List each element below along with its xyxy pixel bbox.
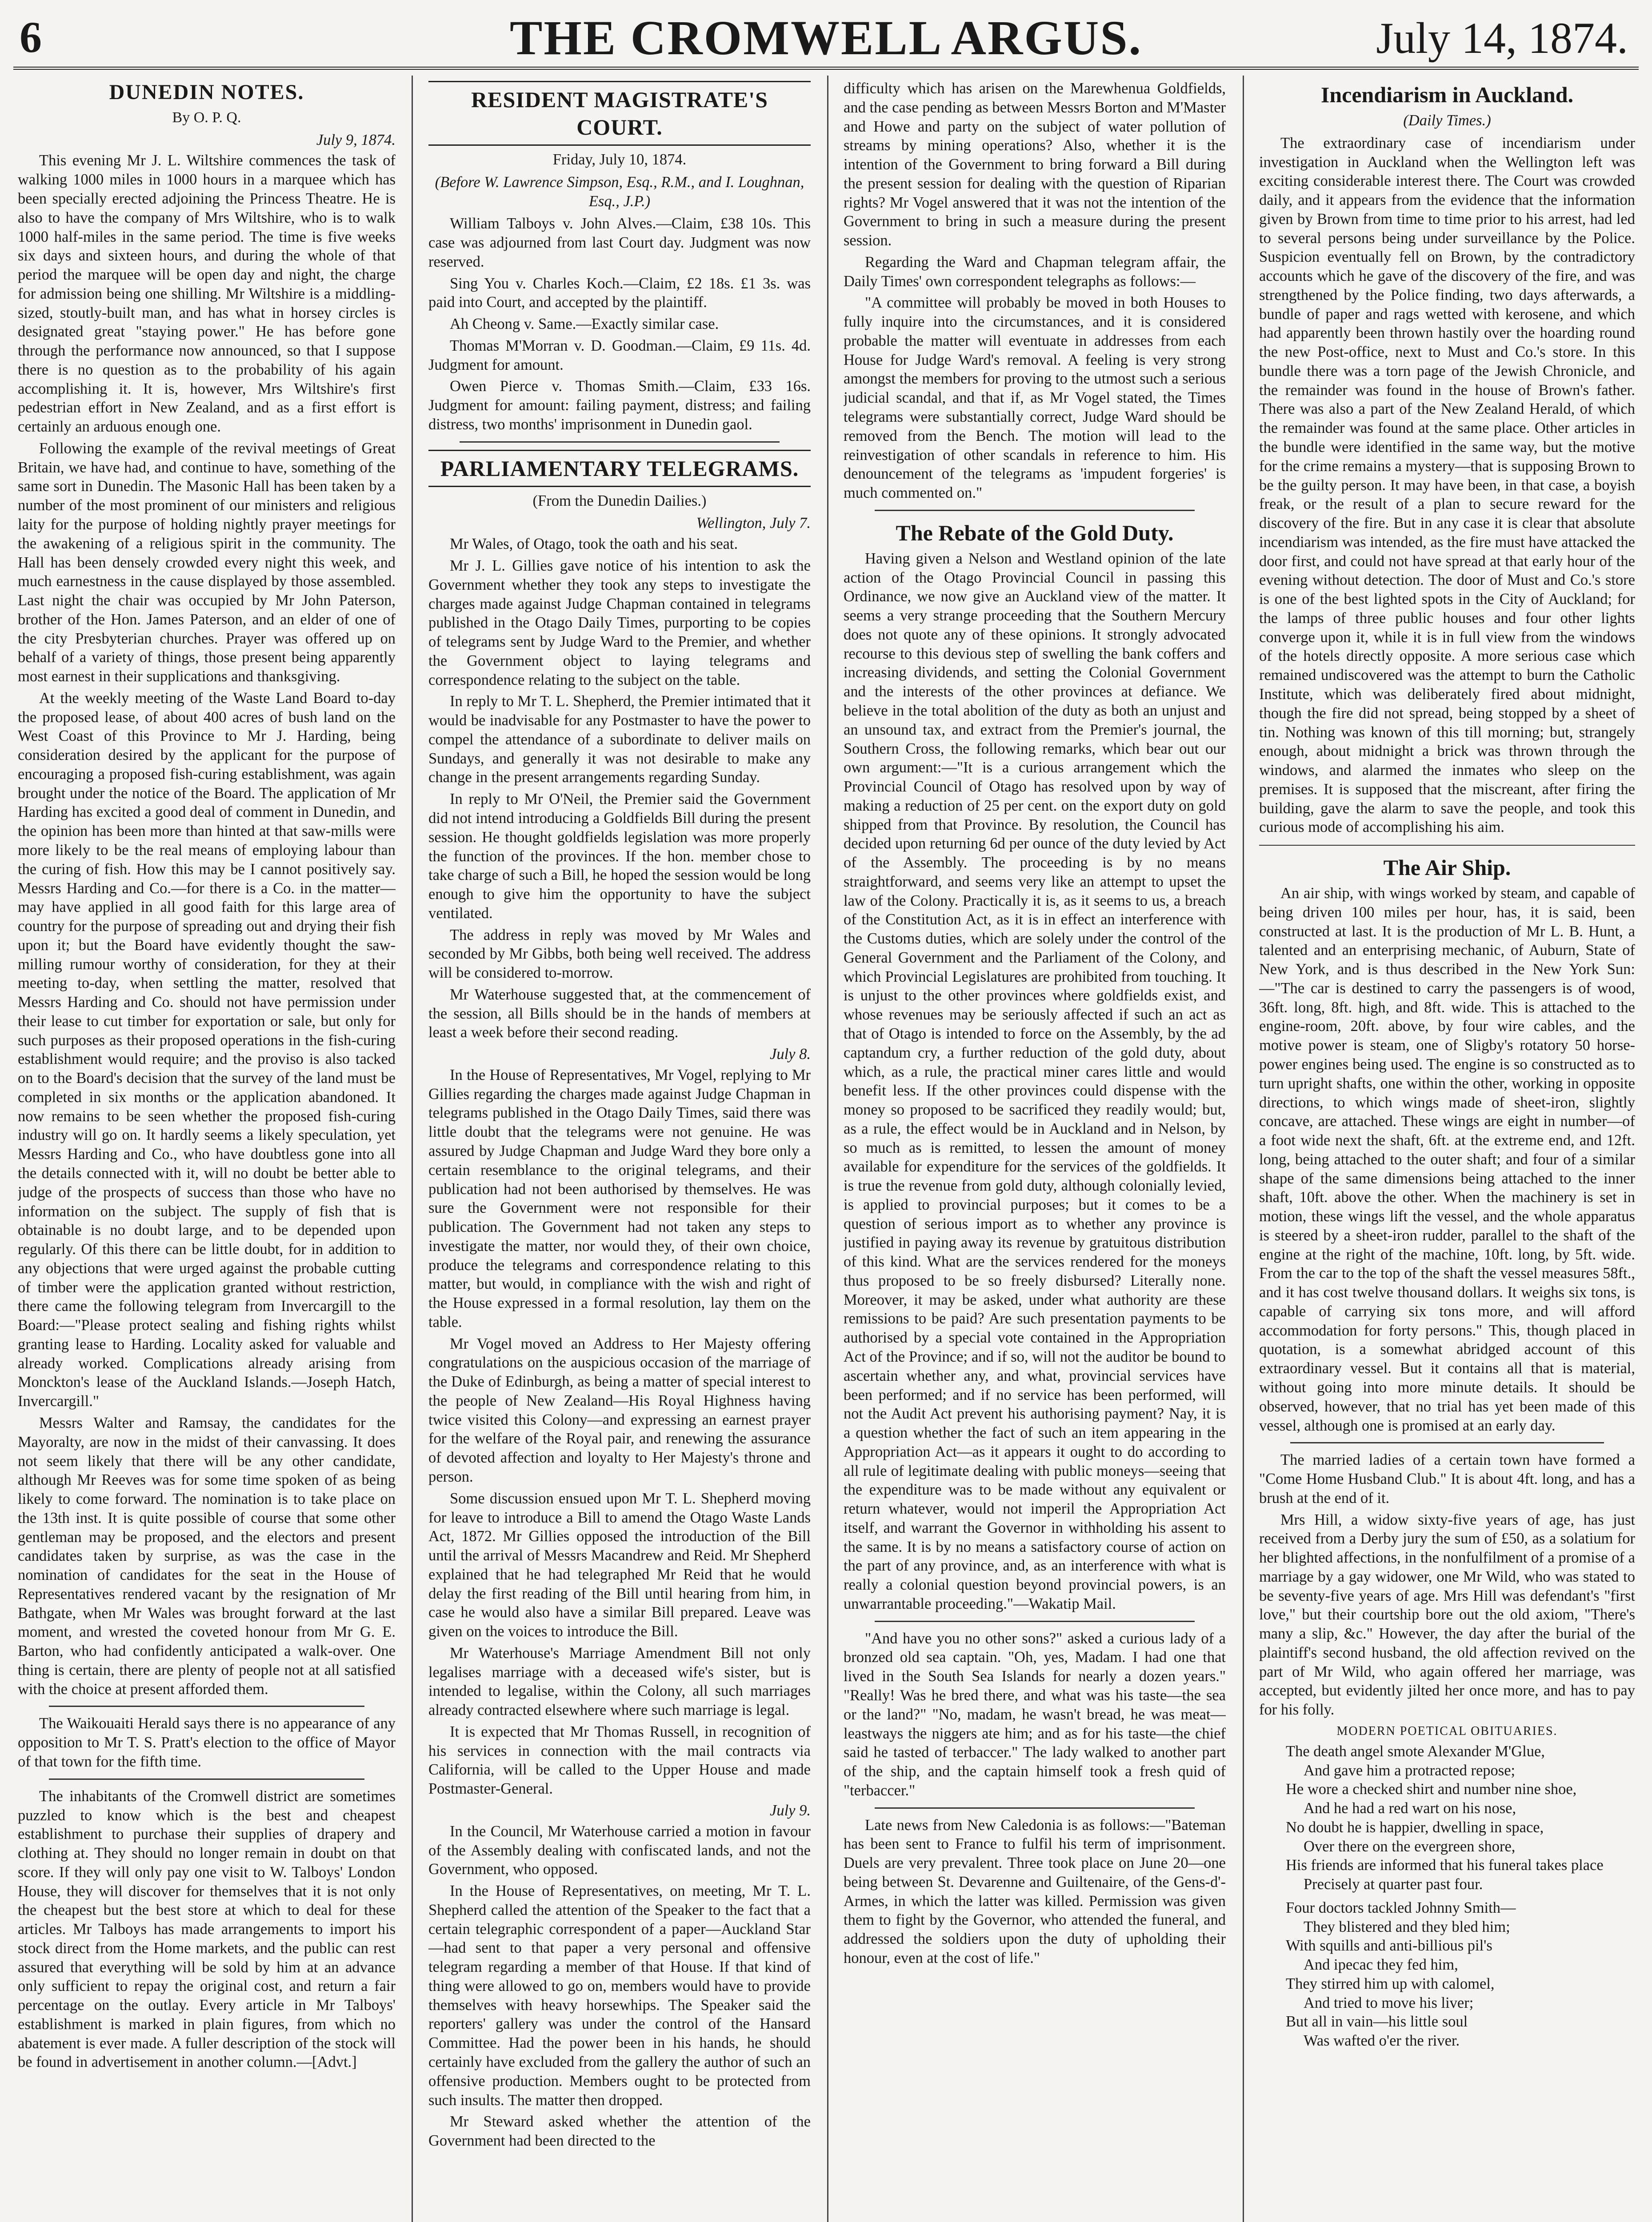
article-heading-dunedin-notes: DUNEDIN NOTES. [109,80,304,104]
poem-line: But all in vain—his little soul [1286,2013,1468,2030]
paragraph: difficulty which has arisen on the Marewhenua Goldfields, and the case pending as between Messrs Borton and M'Master and Howe and party on the subject of water pollution of streams by mining operations? Also, whether it is the intention of the Government to bring forward a Bill during the present session for dealing with the question of Riparian rights? Mr Vogel answered that it was not the intention of the Government to bring in such a measure during the present session. [844,80,1226,249]
separator [1290,1442,1604,1443]
court-date: Friday, July 10, 1874. [552,151,687,168]
poem-line: And tried to move his liver; [1304,1994,1474,2011]
paragraph: Messrs Walter and Ramsay, the candidates for the Mayoralty, are now in the midst of their canvassing. It does not seem likely that there will be any other candidate, although Mr Reeves was for some time spoken of as being likely to come forward. The nomination is to take place on the 13th inst. It is quite possible of course that some other gentleman may be proposed, and the electors and present candidates taken by surprise, as was the case in the nomination of candidates for the seat in the House of Representatives rendered vacant by the resignation of Mr Bathgate, when Mr Wales was brought forward at the last moment, and wrested the coveted honour from Mr G. E. Barton, who had confidently anticipated a walk-over. One thing is certain, there are plenty of people not at all satisfied with the choice at present afforded them. [18,1414,396,1698]
poem-stanza [1286,1742,1635,1894]
column-divider [412,76,413,2222]
poem-line: With squills and anti-billious pil's [1286,1937,1492,1954]
newspaper-title: THE CROMWELL ARGUS. [509,11,1143,65]
separator [1259,845,1635,846]
dateline: July 9, 1874. [316,131,396,148]
paragraph: Thomas M'Morran v. D. Goodman.—Claim, £9 11s. 4d. Judgment for amount. [428,337,811,373]
paragraph: William Talboys v. John Alves.—Claim, £38 10s. This case was adjourned from last Court day. Judgment was now reserved. [428,215,811,270]
poem-stanza [1286,1898,1635,2050]
masthead-rule [13,67,1639,70]
separator [875,1807,1195,1809]
column-2 [428,79,811,2222]
poem-line: His friends are informed that his funeral takes place [1286,1857,1604,1874]
poem-line: And ipecac they fed him, [1304,1956,1458,1974]
separator [460,441,780,443]
advertisement-paragraph: The inhabitants of the Cromwell district are sometimes puzzled to know which is the best and cheapest establishment to purchase their supplies of drapery and clothing at. They should no longer remain in doubt on that score. If they will only pay one visit to W. Talboys' London House, they will discover for themselves that it is not only the cheapest but the best store at which to deal for these articles. Mr Talboys has made arrangements to import his stock direct from the Home markets, and the public can rest assured that everything will be sold by him at an advance only sufficient to repay the original cost, and return a fair percentage on the outlay. Every article in Mr Talboys' establishment is marked in plain figures, from which no abatement is ever made. A fuller description of the stock will be found in advertisement in another column.—[Advt.] [18,1787,396,2071]
article-heading-telegrams: PARLIAMENTARY TELEGRAMS. [428,450,811,487]
paragraph: Late news from New Caledonia is as follows:—"Bateman has been sent to France to fulfil his term of imprisonment. Duels are very prevalent. Three took place on June 20—one being between St. Devarenne and Guiltenaire, of the Gens-d'-Armes, in which the latter was killed. Permission was given them to fight by the Governor, who attended the funeral, and addressed the soldiers upon the duty of upholding their honour, even at the cost of life." [844,1816,1226,1966]
column-3 [844,79,1226,2222]
paragraph: Owen Pierce v. Thomas Smith.—Claim, £33 16s. Judgment for amount: failing payment, distress; and failing distress, two months' imprisonment in Dunedin gaol. [428,378,811,433]
column-divider [1243,76,1244,2222]
paragraph: Ah Cheong v. Same.—Exactly similar case. [450,316,719,333]
paragraph: Some discussion ensued upon Mr T. L. Shepherd moving for leave to introduce a Bill to amend the Otago Waste Lands Act, 1872. Mr Gillies opposed the introduction of the Bill until the arrival of Messrs Macandrew and Reid. Mr Shepherd explained that he had telegraphed Mr Reid that he would delay the first reading of the Bill until hearing from him, in case he would also have a similar Bill prepared. Leave was given on the voices to introduce the Bill. [428,1490,811,1640]
masthead [13,10,1639,63]
article-heading-air-ship: The Air Ship. [1383,855,1511,880]
paragraph: The married ladies of a certain town have formed a "Come Home Husband Club." It is about 4ft. long, and has a brush at the end of it. [1259,1451,1635,1507]
paragraph: In reply to Mr O'Neil, the Premier said the Government did not intend introducing a Goldfields Bill during the present session. He thought goldfields legislation was more properly the function of the provinces. If the hon. member chose to take charge of such a Bill, he hoped the session would be long enough to give him the opportunity to have the subject ventilated. [428,791,811,922]
paragraph: Mr Steward asked whether the attention of the Government had been directed to the [428,2113,811,2150]
dateline: July 8. [770,1046,811,1063]
paragraph: Mr Waterhouse suggested that, at the commencement of the session, all Bills should be in the hands of members at least a week before their second reading. [428,986,811,1041]
dateline: Wellington, July 7. [696,515,811,532]
poem-line: He wore a checked shirt and number nine shoe, [1286,1781,1577,1798]
poem-line: Over there on the evergreen shore, [1304,1838,1516,1855]
dateline: July 9. [770,1802,811,1819]
poem-line: And he had a red wart on his nose, [1304,1800,1516,1817]
telegram-source: (From the Dunedin Dailies.) [532,492,707,509]
column-4 [1259,79,1635,2222]
article-heading-court: RESIDENT MAGISTRATE'S COURT. [428,81,811,146]
separator [875,510,1195,511]
separator [49,1778,364,1780]
article-heading-incendiarism: Incendiarism in Auckland. [1320,82,1574,107]
article-heading-gold-duty: The Rebate of the Gold Duty. [896,520,1174,545]
poem-line: Precisely at quarter past four. [1304,1876,1483,1893]
poem-heading: MODERN POETICAL OBITUARIES. [1336,1724,1558,1738]
paragraph: In reply to Mr T. L. Shepherd, the Premier intimated that it would be inadvisable for any Postmaster to have the power to compel the attendance of a subordinate to deliver mails on Sundays, and generally it was not desirable to make any change in the present arrangements regarding Sunday. [428,693,811,786]
paragraph: "And have you no other sons?" asked a curious lady of a bronzed old sea captain. "Oh, yes, Madam. I had one that lived in the South Sea Islands for nearly a dozen years." "Really! Was he bred there, and what was his taste—the sea or the land?" "No, madam, he wasn't bread, he was meat—leastways the niggers ate him; and as for his taste—the chief said he tasted of terbaccer." The lady walked to another part of the ship, and the captain himself took a fresh quid of "terbaccer." [844,1630,1226,1799]
poem-line: The death angel smote Alexander M'Glue, [1286,1742,1545,1760]
poem-line: They blistered and they bled him; [1304,1918,1510,1935]
column-1 [18,79,396,2222]
column-divider [827,76,828,2222]
page-number: 6 [20,12,42,62]
poem-line: Was wafted o'er the river. [1304,2032,1460,2050]
paragraph: It is expected that Mr Thomas Russell, in recognition of his services in connection with the mail contracts via California, will be called to the Upper House and made Postmaster-General. [428,1723,811,1798]
issue-date: July 14, 1874. [1376,13,1628,63]
paragraph: The extraordinary case of incendiarism under investigation in Auckland when the Wellington left was exciting considerable interest there. The Court was crowded daily, and it appears from the evidence that the information given by Brown from time to time prior to his arrest, had led to several persons being under surveillance by the Police. Suspicion eventually fell on Brown, by the contradictory accounts which he gave of the discovery of the fire, and was strengthened by the Police finding, two days afterwards, a bundle of paper and rags wetted with kerosene, and which had apparently been thrown hastily over the hoarding round the new Post-office, next to Must and Co.'s store. In this bundle there was a torn page of the Jewish Chronicle, and the remainder was found in the house of Brown's father. There was also a part of the New Zealand Herald, of which the remainder was found at the same place. Other articles in the bundle were identified in the same way, but the motive for the crime remains a mystery—that is supposing Brown to be the guilty person. It may have been, in that case, a boyish freak, or the result of a plan to secure reward for the discovery of the fire. But in any case it is clear that absolute incendiarism was intended, as the fire must have attacked the door first, and could not have spread at that early hour of the evening without detection. The door of Must and Co.'s store is one of the best lighted spots in the City of Auckland; for the lamps of three public houses and four other lights converge upon it, while it is in full view from the windows of the hotels directly opposite. A more serious case which remained undiscovered was the attempt to burn the Catholic Institute, which was deliberately fired about midnight, though the fire did not spread, being stopped by a sheet of tin. Nothing was known of this till morning; but, strangely enough, about midnight a brick was thrown through the windows, and alarmed the inmates who sleep on the premises. It is supposed that the miscreant, after firing the building, gave the alarm to save the people, and took this curious mode of accomplishing his aim. [1259,134,1635,836]
article-source: (Daily Times.) [1403,112,1491,129]
poem-line: No doubt he is happier, dwelling in space, [1286,1818,1544,1836]
paragraph: In the Council, Mr Waterhouse carried a motion in favour of the Assembly dealing with confiscated lands, and not the Government, who opposed. [428,1822,811,1878]
paragraph: The Waikouaiti Herald says there is no appearance of any opposition to Mr T. S. Pratt's election to the office of Mayor of that town for the fifth time. [18,1715,396,1770]
paragraph: In the House of Representatives, Mr Vogel, replying to Mr Gillies regarding the charges made against Judge Chapman in telegrams published in the Otago Daily Times, said there was little doubt that the telegrams were not genuine. He was assured by Judge Chapman and Judge Ward they bore only a certain resemblance to the original telegrams, and their publication had not been authorised by themselves. He was sure the Government were not responsible for their publication. The Government had not taken any steps to investigate the matter, nor would they, of their own choice, produce the telegrams and correspondence relating to this matter, but would, in compliance with the wish and right of the House expressed in a formal resolution, lay them on the table. [428,1066,811,1331]
paragraph: The address in reply was moved by Mr Wales and seconded by Mr Gibbs, both being well received. The address will be considered to-morrow. [428,926,811,982]
paragraph: Mr Wales, of Otago, took the oath and his seat. [450,536,738,553]
paragraph: This evening Mr J. L. Wiltshire commences the task of walking 1000 miles in 1000 hours in a marquee which has been specially erected adjoining the Princess Theatre. He is also to have the company of Mrs Wiltshire, who is to walk 1000 half-miles in the same period. The time is five weeks six days and sixteen hours, and during the whole of that period the marquee will be open day and night, the charge for admission being one shilling. Mr Wiltshire is a middling-sized, stoutly-built man, and has what in horsey circles is designated great "staying power." He has before gone through the performance now announced, so that I suppose there is no question as to the probability of his again accomplishing it. It is, however, Mrs Wiltshire's first pedestrian effort in New Zealand, and as a first effort is certainly an arduous enough one. [18,152,396,436]
paragraph: At the weekly meeting of the Waste Land Board to-day the proposed lease, of about 400 acres of bush land on the West Coast of this Province to Mr J. Harding, being consideration desired by the applicant for the purpose of encouraging a proposed fish-curing establishment, was again brought under the notice of the Board. The application of Mr Harding has excited a good deal of comment in Dunedin, and the opinion has been more than hinted at that saw-mills were more likely to be the real means of employing labour than the curing of fish. How this may be I cannot positively say. Messrs Harding and Co.—for there is a Co. in the matter—may have applied in all good faith for this large area of country for the purpose of spreading out and drying their fish upon it; but the Board have evidently thought the saw-milling rumour worthy of consideration, for they at their meeting to-day, when settling the matter, resolved that Messrs Harding and Co. should not have permission under their lease to cut timber for exportation or sale, but only for such purposes as their proposed operations in the fish-curing establishment would require; and the proviso is also tacked on to the Board's decision that the survey of the land must be completed in six months or the application abandoned. It now remains to be seen whether the proposed fish-curing industry will go on. It hardly seems a likely speculation, yet Messrs Harding and Co., who have doubtless gone into all the details connected with it, will no doubt be better able to judge of the prospects of success than those who have no information on the subject. The supply of fish that is obtainable is no doubt large, and to be depended upon regularly. Of this there can be little doubt, for in addition to any objections that were urged against the probable cutting of timber were the application granted without restriction, there came the following telegram from Invercargill to the Board:—"Please protect sealing and fishing rights whilst granting lease to Harding. Locality asked for valuable and already worked. Complications already arising from Monckton's lease of the Auckland Islands.—Joseph Hatch, Invercargill." [18,689,396,1410]
paragraph: Having given a Nelson and Westland opinion of the late action of the Otago Provincial Council in passing this Ordinance, we now give an Auckland view of the matter. It seems a very strange proceeding that the Southern Mercury does not quote any of these opinions. It strongly advocated recourse to this devious step of swelling the bank coffers and increasing dividends, and setting the Colonial Government and the interests of the other provinces at defiance. We believe in the total abolition of the duty as both an unjust and an unsound tax, and extract from the Premier's journal, the Southern Cross, the following remarks, which bear out our own argument:—"It is a curious arrangement which the Provincial Council of Otago has resolved upon by way of making a reduction of 25 per cent. on the export duty on gold shipped from that Province. By resolution, the Council has decided upon returning 6d per ounce of the duty levied by Act of the Assembly. The proceeding is by no means straightforward, and seems very like an attempt to upset the law of the Colony. Practically it is, as it seems to us, a breach of the Constitution Act, as it is in effect an interference with the Customs duties, which are solely under the control of the General Government and the Parliament of the Colony, and which Provincial Legislatures are prohibited from touching. It is unjust to the other provinces where goldfields exist, and whose revenues may be seriously affected if such an act as that of Otago is intended to force on the Assembly, by the ad captandum cry, a further reduction of the gold duty, about which, as a rule, the practical miner cares little and would benefit less. If the other provinces could dispense with the money so proposed to be sacrificed they readily would; but, as a rule, the effect would be in Auckland and in Nelson, by so much as is remitted, to lessen the amount of money available for expenditure for the services of the goldfields. It is true the revenue from gold duty, although colonially levied, is applied to provincial purposes; but it comes to be a question of serious import as to whether any province is justified in paying away its revenue by gratuitous distribution of this kind. What are the services rendered for the moneys thus proposed to be so freely disbursed? Literally none. Moreover, it may be asked, under what authority are these remissions to be paid? Are such presentation payments to be authorised by a special vote contained in the Appropriation Act of the Province; and if so, will not the auditor be bound to ascertain whether any, and what, provincial services have been performed; and if no service has been performed, will not the Audit Act prevent his authorising payment? Nay, it is a question whether the fact of such an item appearing in the Appropriation Act—as it appears it ought to do according to all rule of legitimate dealing with public moneys—seeing that the expenditure was to be made without any equivalent or return whatever, would not imperil the Appropriation Act itself, and warrant the Governor in withholding his assent to the same. It is by no means a satisfactory course of action on the part of any province, and, as an interference with what is really a colonial question beyond provincial powers, is an unwarrantable proceeding."—Wakatip Mail. [844,550,1226,1612]
paragraph: An air ship, with wings worked by steam, and capable of being driven 100 miles per hour, has, it is said, been constructed at last. It is the production of Mr L. B. Hunt, a talented and an enterprising mechanic, of Auburn, State of New York, and is thus described in the New York Sun:—"The car is destined to carry the passengers is of wood, 36ft. long, 8ft. high, and 8ft. wide. This is attached to the engine-room, 20ft. above, by four wire cables, and the motive power is steam, one of Sligby's rotatory 50 horse-power engines being used. The engine is so constructed as to turn upright shafts, one within the other, working in opposite directions, to which wings made of sheet-iron, slightly concave, are attached. These wings are eight in number—of a foot wide next the shaft, 6ft. at the extreme end, and 12ft. long, being attached to the outer shaft; and four of a similar shape of the same dimensions being attached to the inner shaft, 10ft. above the other. When the machinery is set in motion, these wings lift the vessel, and the whole apparatus is steered by a sheet-iron rudder, parallel to the shaft of the engine at the right of the machine, 10ft. long, by 5ft. wide. From the car to the top of the shaft the vessel measures 58ft., and it has cost twelve thousand dollars. It weighs six tons, is capable of carrying six tons more, and will afford accommodation for forty persons." This, though placed in quotation, is a somewhat abridged account of this extraordinary vessel. But it contains all that is material, without going into more minute details. It should be observed, however, that no trial has yet been made of this vessel, although one is promised at an early day. [1259,885,1635,1434]
paragraph: Mr J. L. Gillies gave notice of his intention to ask the Government whether they took any steps to investigate the charges made against Judge Chapman contained in telegrams published in the Otago Daily Times, purporting to be copies of telegrams sent by Judge Ward to the Premier, and whether the Government object to laying telegrams and correspondence relating to the subject on the table. [428,557,811,688]
paragraph: Mrs Hill, a widow sixty-five years of age, has just received from a Derby jury the sum of £50, as a solatium for her blighted affections, in the nonfulfilment of a promise of a marriage by a gay widower, one Mr Wild, who was stated to be seventy-five years of age. Mrs Hill was defendant's "first love," but their courtship bore out the old axiom, "There's many a slip, &c." However, the day after the burial of the plaintiff's second husband, the old affection revived on the part of Mr Wild, who again offered her marriage, was accepted, but evidently jilted her once more, and has to pay for his folly. [1259,1511,1635,1718]
paragraph: Mr Waterhouse's Marriage Amendment Bill not only legalises marriage with a deceased wife's sister, but is intended to legalise, within the Colony, all such marriages already contracted elsewhere where such marriage is legal. [428,1644,811,1719]
paragraph: Mr Vogel moved an Address to Her Majesty offering congratulations on the auspicious occasion of the marriage of the Duke of Edinburgh, as being a matter of special interest to the people of New Zealand—His Royal Highness having twice visited this Colony—and expressing an earnest prayer for the welfare of the Royal pair, and renewing the assurance of devoted affection and loyalty to Her Majesty's throne and person. [428,1335,811,1485]
paragraph: In the House of Representatives, on meeting, Mr T. L. Shepherd called the attention of the Speaker to the fact that a certain telegraphic correspondent of a paper—Auckland Star—had sent to that paper a very personal and offensive telegram regarding a member of that House. If that kind of thing were allowed to go on, members would have to provide themselves with heavy horsewhips. The Speaker said the reporters' gallery was under the control of the Hansard Committee. Had the power been in his hands, he should certainly have excluded from the gallery the author of such an offensive production. Members ought to be protected from such insults. The matter then dropped. [428,1882,811,2109]
paragraph: "A committee will probably be moved in both Houses to fully inquire into the circumstances, and it is considered probable the matter will eventuate in addresses from each House for Judge Ward's removal. A feeling is very strong amongst the members for proving to the utmost such a serious judicial scandal, and that if, as Mr Vogel stated, the Times telegrams were substantially correct, Judge Ward should be removed from the Bench. The motion will lead to the reinvestigation of other scandals in reference to him. His denouncement of the telegrams as 'impudent forgeries' is much commented on." [844,294,1226,502]
byline: By O. P. Q. [172,109,241,126]
poem-line: They stirred him up with calomel, [1286,1975,1495,1992]
paragraph: Regarding the Ward and Chapman telegram affair, the Daily Times' own correspondent telegraphs as follows:— [844,253,1226,290]
poem-line: And gave him a protracted repose; [1304,1762,1516,1779]
court-bench: (Before W. Lawrence Simpson, Esq., R.M., and I. Loughnan, Esq., J.P.) [435,173,804,210]
separator [49,1706,364,1707]
paragraph: Sing You v. Charles Koch.—Claim, £2 18s. £1 3s. was paid into Court, and accepted by the plaintiff. [428,275,811,311]
poem-line: Four doctors tackled Johnny Smith— [1286,1899,1516,1916]
separator [875,1621,1195,1622]
paragraph: Following the example of the revival meetings of Great Britain, we have had, and continue to have, something of the same sort in Dunedin. The Masonic Hall has been taken by a number of the most prominent of our ministers and religious laity for the purpose of holding nightly prayer meetings for the awakening of a religious spirit in the community. The Hall has been densely crowded every night this week, and much earnestness in the cause displayed by those assembled. Last night the chair was occupied by Mr John Paterson, brother of the Hon. James Paterson, and an elder of one of the city Presbyterian churches. Prayer was offered up on behalf of a variety of things, those present being apparently most earnest in their supplications and thanksgiving. [18,440,396,685]
